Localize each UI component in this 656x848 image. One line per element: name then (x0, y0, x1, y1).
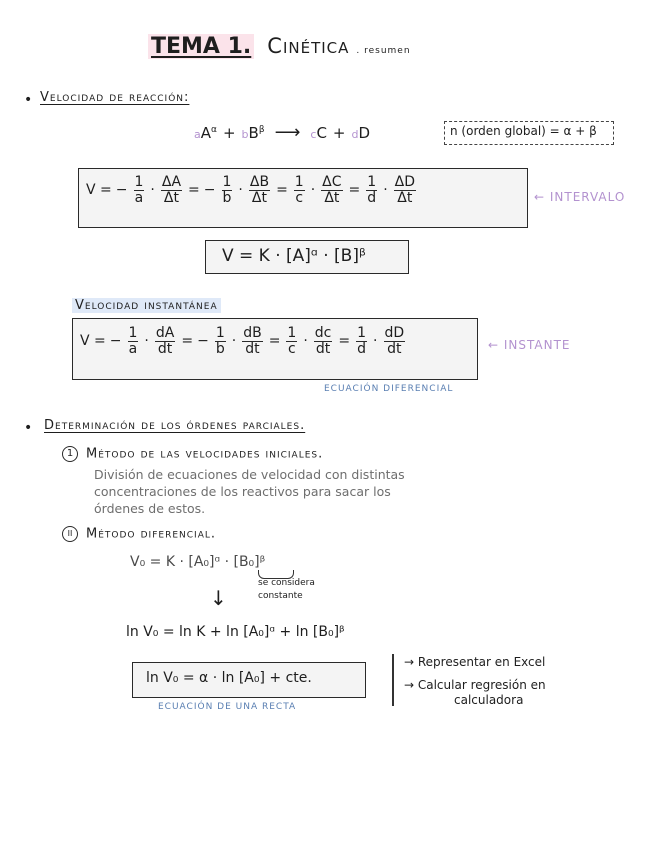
constante-note-1: se considera (258, 578, 315, 588)
exp-alpha: α (211, 124, 217, 135)
method-1-title: Método de las velocidades iniciales. (86, 446, 324, 462)
intervalo-label: ← INTERVALO (534, 190, 626, 204)
recta-label: ECUACIÓN DE UNA RECTA (158, 702, 297, 712)
inst-frac-1-c: $\frac{1}{c}$ (287, 325, 297, 357)
reaction-arrow: ⟶ (274, 122, 301, 143)
frac-dD-dt: $\frac{\Delta D}{\Delta t}$ (394, 174, 415, 206)
right-note-2: → Calcular regresión en (404, 678, 546, 692)
rate-law: V = K · [A]ᵅ · [B]ᵝ (222, 246, 366, 266)
page-title (148, 34, 411, 59)
rate-minus-a: − (115, 182, 128, 199)
right-note-1: → Representar en Excel (404, 655, 546, 669)
bullet-ordenes: • (24, 420, 33, 436)
method-2-number: II (62, 526, 78, 542)
diferencial-label: ECUACIÓN DIFERENCIAL (324, 384, 454, 394)
title-topic: Cinética (267, 34, 350, 58)
inst-minus-b: − (197, 333, 209, 350)
plus-1: + (222, 123, 236, 142)
reaction-equation (194, 122, 370, 143)
inst-frac-1-d: $\frac{1}{d}$ (357, 325, 367, 357)
frac-1-b: $\frac{1}{b}$ (222, 174, 232, 206)
rate-eq-2: = (276, 182, 288, 199)
inst-eq-1: = (181, 333, 194, 350)
method-1-number: 1 (62, 446, 78, 462)
inst-minus-a: − (109, 333, 122, 350)
species-A: A (200, 123, 212, 142)
coef-d: d (351, 127, 359, 141)
constante-note-2: constante (258, 591, 303, 601)
ln-box-equation: ln V₀ = α · ln [A₀] + cte. (146, 670, 312, 686)
frac-1-c: $\frac{1}{c}$ (294, 174, 304, 206)
species-C: C (316, 123, 327, 142)
method-2-title: Método diferencial. (86, 526, 216, 542)
rate-eq-3: = (348, 182, 361, 199)
frac-dA-dt: $\frac{\Delta A}{\Delta t}$ (161, 174, 182, 206)
inst-eq-3: = (338, 333, 351, 350)
rate-V: V = (86, 182, 112, 199)
inst-eq-2: = (268, 333, 281, 350)
ln-equation: ln V₀ = ln K + ln [A₀]ᵅ + ln [B₀]ᵝ (126, 624, 345, 640)
inst-frac-dA-dt: $\frac{dA}{dt}$ (155, 325, 175, 357)
instant-equation: V = − $\frac{1}{a}$ · $\frac{dA}{dt}$ = − $\frac{1}{b}$ · $\frac{dB}{dt}$ = $\frac{1}{c}$ · $\frac{dc}{dt}$ = $\frac{1}{d}$ · $\frac{dD}{dt}$ (80, 325, 405, 357)
plus-2: + (332, 123, 346, 142)
bullet-velocidad: • (24, 92, 33, 108)
v0-equation: V₀ = K · [A₀]ᵅ · [B₀]ᵝ (130, 554, 266, 570)
method-1-desc-3: órdenes de estos. (94, 501, 206, 516)
ordenes-heading: Determinación de los órdenes parciales. (44, 418, 306, 433)
coef-c: c (310, 127, 317, 141)
velocidad-heading: Velocidad de reacción: (40, 90, 190, 105)
instante-label: ← INSTANTE (488, 338, 571, 352)
method-1-title-row (62, 446, 323, 462)
method-2-title-row (62, 526, 216, 542)
exp-beta: β (258, 124, 265, 135)
coef-a: a (194, 127, 201, 141)
coef-b: b (241, 127, 249, 141)
rate-equation: V = − $\frac{1}{a}$ · $\frac{\Delta A}{\Delta t}$ = − $\frac{1}{b}$ · $\frac{\Delta B}{\Delta t}$ = $\frac{1}{c}$ · $\frac{\Delta C}{\Delta t}$ = $\frac{1}{d}$ · $\frac{\Delta D}{\Delta t}$ (86, 174, 415, 206)
inst-V: V = (80, 333, 106, 350)
frac-dB-dt: $\frac{\Delta B}{\Delta t}$ (249, 174, 270, 206)
frac-dC-dt: $\frac{\Delta C}{\Delta t}$ (322, 174, 342, 206)
method-1-desc-1: División de ecuaciones de velocidad con distintas (94, 467, 405, 482)
instantanea-heading: Velocidad instantánea (72, 298, 221, 313)
species-B: B (248, 123, 259, 142)
inst-frac-1-a: $\frac{1}{a}$ (128, 325, 138, 357)
inst-frac-dC-dt: $\frac{dc}{dt}$ (314, 325, 332, 357)
frac-1-a: $\frac{1}{a}$ (134, 174, 144, 206)
title-main: TEMA 1. (148, 34, 254, 59)
method-1-desc-2: concentraciones de los reactivos para sacar los (94, 484, 391, 499)
rate-minus-b: − (203, 182, 216, 199)
down-arrow: ↓ (210, 586, 227, 610)
inst-frac-dB-dt: $\frac{dB}{dt}$ (243, 325, 262, 357)
species-D: D (358, 123, 371, 142)
order-note: n (orden global) = α + β (450, 124, 597, 138)
title-sub: . resumen (356, 46, 411, 56)
bracket-line (392, 654, 394, 706)
right-note-3: calculadora (454, 693, 524, 707)
frac-1-d: $\frac{1}{d}$ (367, 174, 377, 206)
rate-eq-1: = (188, 182, 200, 199)
inst-frac-1-b: $\frac{1}{b}$ (215, 325, 225, 357)
inst-frac-dD-dt: $\frac{dD}{dt}$ (384, 325, 405, 357)
